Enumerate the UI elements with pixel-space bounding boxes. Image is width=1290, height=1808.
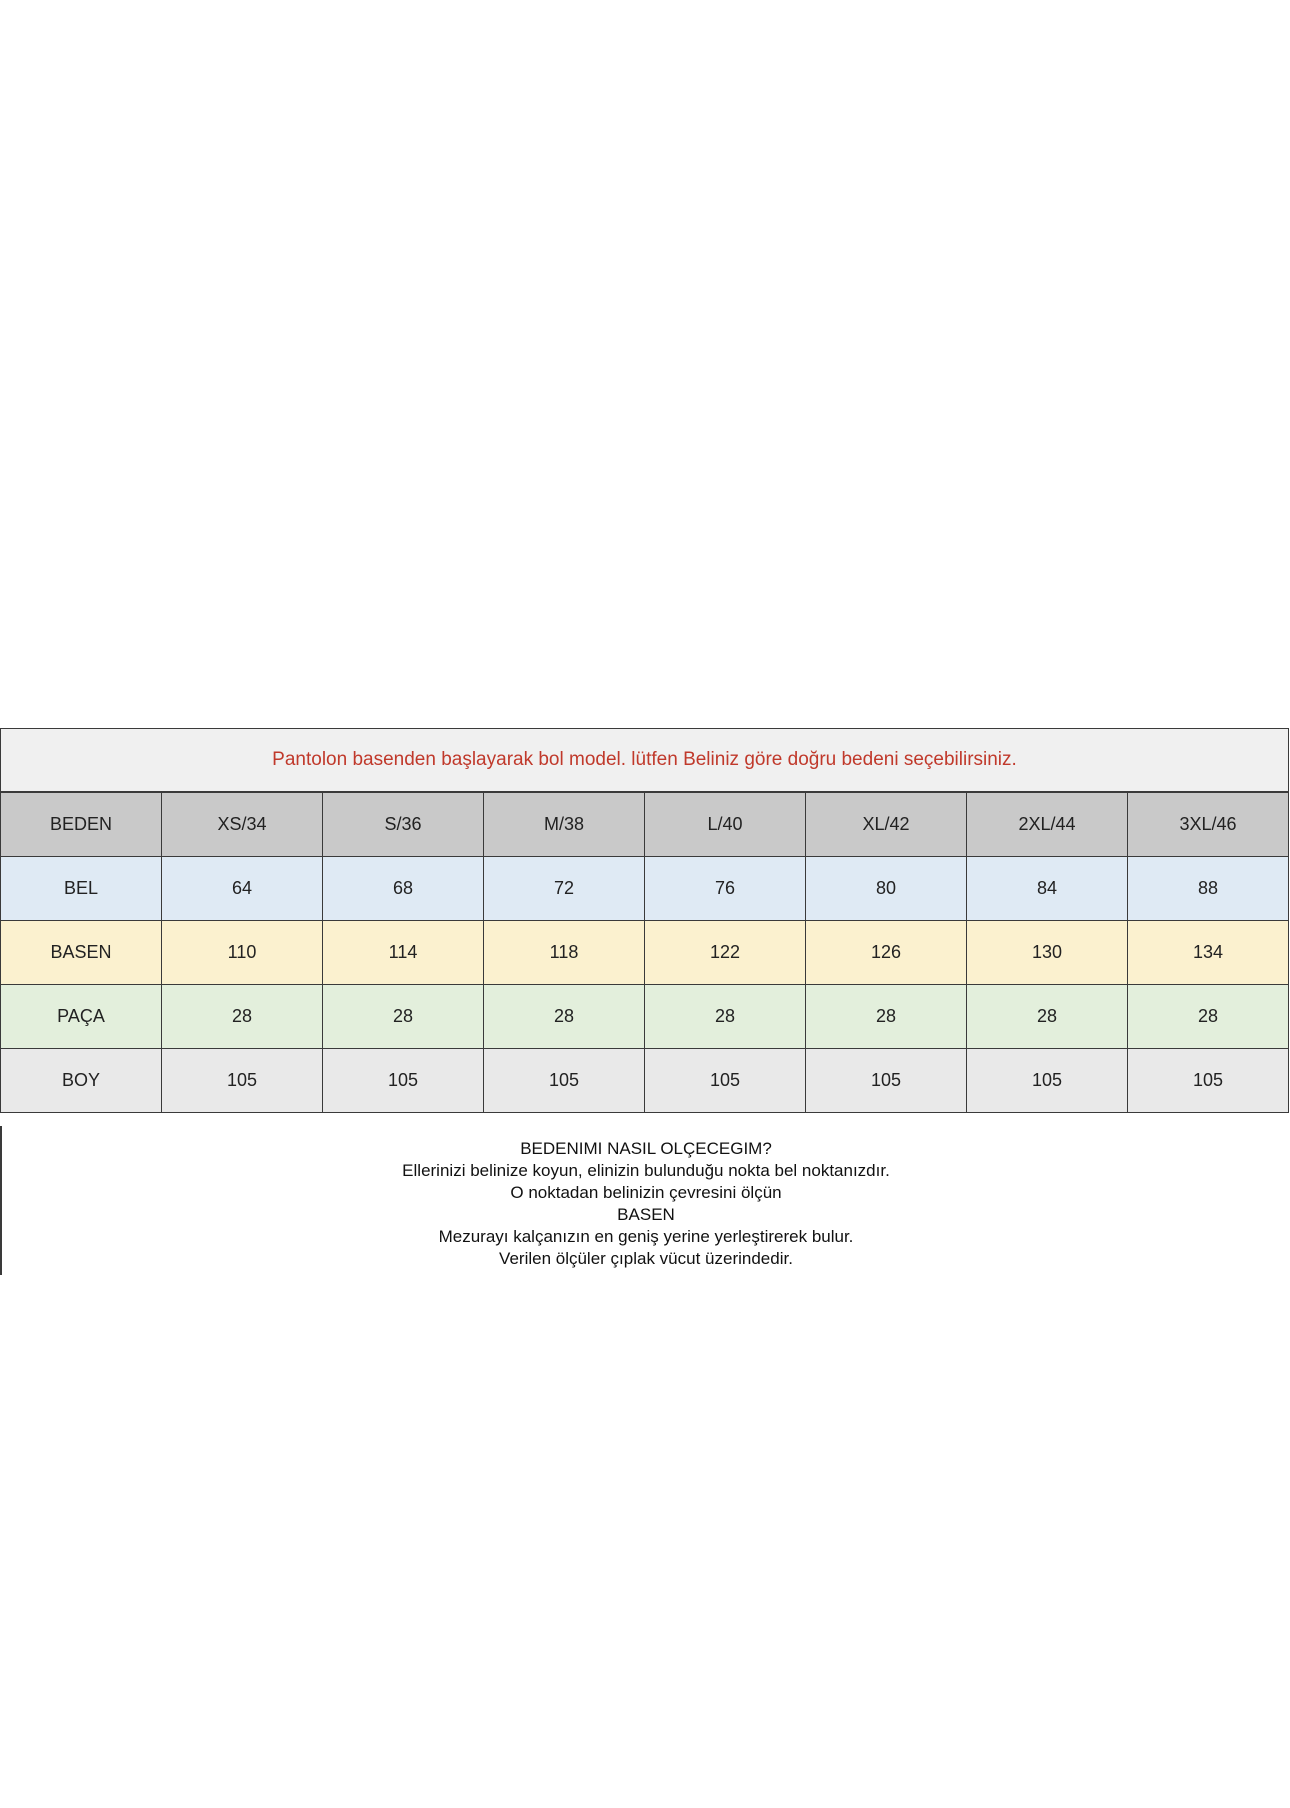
instructions-title: BEDENIMI NASIL OLÇECEGIM?: [520, 1139, 772, 1158]
notice-text: Pantolon basenden başlayarak bol model. lütfen Beliniz göre doğru bedeni seçebilirsiniz.: [0, 728, 1289, 792]
measurement-cell: 64: [162, 857, 323, 921]
measurement-cell: 134: [1128, 921, 1289, 985]
size-header-cell: XS/34: [162, 793, 323, 857]
measurement-cell: 28: [162, 985, 323, 1049]
measurement-cell: 105: [806, 1049, 967, 1113]
size-table-body: [1, 793, 1289, 1113]
measurement-cell: 105: [323, 1049, 484, 1113]
measurement-cell: 126: [806, 921, 967, 985]
measurement-cell: 114: [323, 921, 484, 985]
size-row-paa: [1, 985, 1289, 1049]
measurement-cell: 105: [1128, 1049, 1289, 1113]
measurement-cell: 28: [967, 985, 1128, 1049]
measurement-cell: 105: [162, 1049, 323, 1113]
instruction-heading-basen: BASEN: [617, 1205, 675, 1224]
measurement-cell: 28: [806, 985, 967, 1049]
measurement-cell: 28: [645, 985, 806, 1049]
measurement-cell: 105: [484, 1049, 645, 1113]
size-header-cell: 3XL/46: [1128, 793, 1289, 857]
measurement-cell: 28: [323, 985, 484, 1049]
size-header-cell: S/36: [323, 793, 484, 857]
measurement-cell: 68: [323, 857, 484, 921]
size-row-beden: [1, 793, 1289, 857]
measurement-cell: 130: [967, 921, 1128, 985]
row-label: BOY: [1, 1049, 162, 1113]
row-label: BEDEN: [1, 793, 162, 857]
measurement-cell: 80: [806, 857, 967, 921]
instruction-line: Verilen ölçüler çıplak vücut üzerindedir.: [499, 1249, 793, 1268]
row-label: PAÇA: [1, 985, 162, 1049]
measurement-cell: 28: [1128, 985, 1289, 1049]
instruction-line: O noktadan belinizin çevresini ölçün: [510, 1183, 782, 1202]
instruction-line: Mezurayı kalçanızın en geniş yerine yerleştirerek bulur.: [438, 1227, 854, 1246]
measurement-cell: 88: [1128, 857, 1289, 921]
size-row-boy: [1, 1049, 1289, 1113]
measurement-cell: 84: [967, 857, 1128, 921]
size-header-cell: 2XL/44: [967, 793, 1128, 857]
size-header-cell: M/38: [484, 793, 645, 857]
measurement-cell: 72: [484, 857, 645, 921]
measurement-cell: 28: [484, 985, 645, 1049]
measurement-instructions: [0, 1126, 1290, 1275]
size-row-basen: [1, 921, 1289, 985]
size-chart: [0, 728, 1290, 1275]
size-row-bel: [1, 857, 1289, 921]
measurement-cell: 110: [162, 921, 323, 985]
instruction-line: Ellerinizi belinize koyun, elinizin bulunduğu nokta bel noktanızdır.: [402, 1161, 890, 1180]
measurement-cell: 122: [645, 921, 806, 985]
measurement-cell: 118: [484, 921, 645, 985]
row-label: BEL: [1, 857, 162, 921]
row-label: BASEN: [1, 921, 162, 985]
measurement-cell: 105: [645, 1049, 806, 1113]
measurement-cell: 105: [967, 1049, 1128, 1113]
size-header-cell: XL/42: [806, 793, 967, 857]
size-header-cell: L/40: [645, 793, 806, 857]
measurement-cell: 76: [645, 857, 806, 921]
size-table: [0, 792, 1289, 1113]
